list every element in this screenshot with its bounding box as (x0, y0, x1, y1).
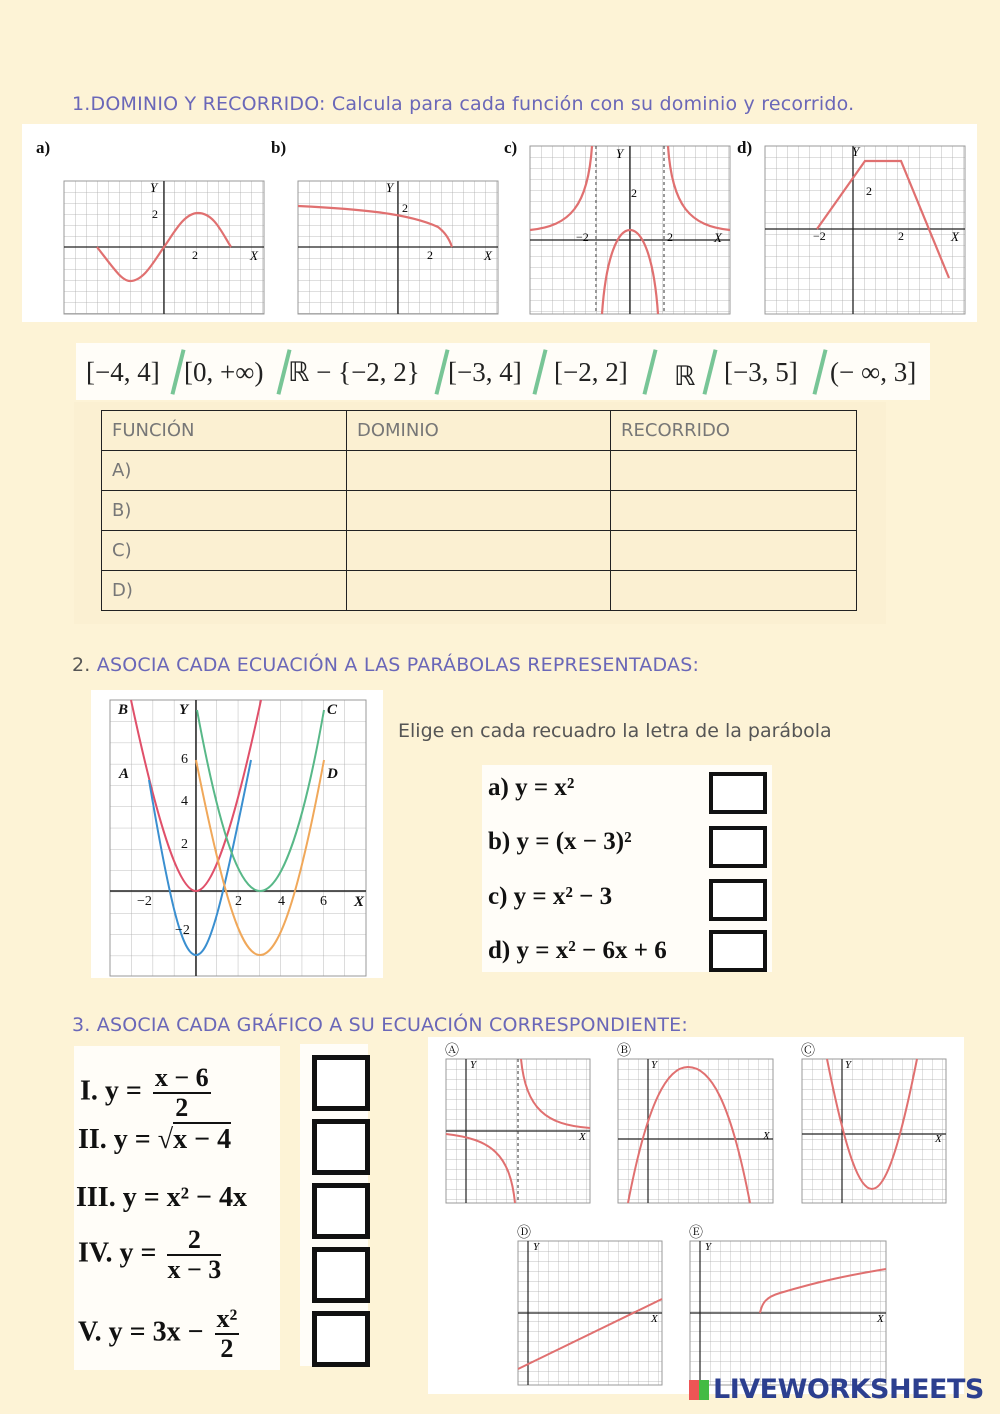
graph-a (64, 181, 264, 314)
answer-box-d[interactable] (709, 930, 767, 972)
graph-b (298, 181, 498, 314)
graph-d-tick-x: 2 (898, 229, 904, 243)
parabolas-x-tick: 4 (278, 894, 285, 909)
equation-iv (78, 1226, 221, 1284)
section3-title: 3. ASOCIA CADA GRÁFICO A SU ECUACIÓN CORRESPONDIENTE: (72, 1014, 688, 1036)
graph-3e-label: Ⓔ (689, 1225, 703, 1241)
curve-label-c: C (327, 702, 338, 718)
section2-title (72, 654, 699, 676)
table-header-row (102, 411, 857, 451)
answer-box-iii[interactable] (312, 1183, 370, 1239)
table-row-label: B) (102, 491, 347, 531)
equation-v-numerator: x² (216, 1304, 238, 1333)
graph-a-tick-x: 2 (192, 248, 198, 262)
graph-3d-label: Ⓓ (517, 1225, 531, 1241)
equation-c: c) y = x² − 3 (488, 883, 613, 910)
interval-option: [−3, 4] (448, 357, 522, 387)
graph-3c-label: Ⓒ (801, 1043, 815, 1059)
graph-b-x-axis-label: X (484, 248, 492, 263)
domain-answer-b[interactable] (347, 491, 611, 531)
equation-i-prefix: I. y = (80, 1075, 142, 1107)
graph-a-y-axis-label: Y (150, 180, 158, 195)
table-header: RECORRIDO (611, 411, 857, 451)
interval-option: [−4, 4] (86, 357, 160, 387)
table-header: FUNCIÓN (102, 411, 347, 451)
equation-iv-numerator: 2 (167, 1226, 221, 1256)
section3-graphs-panel (428, 1037, 964, 1394)
graph-3b (618, 1059, 773, 1203)
equation-b: b) y = (x − 3)² (488, 828, 632, 855)
graph-b-label: b) (271, 138, 287, 157)
graph-a-label: a) (36, 138, 51, 157)
table-header: DOMINIO (347, 411, 611, 451)
graph-c-tick-x-neg: −2 (576, 230, 589, 244)
graph-b-y-axis-label: Y (386, 180, 394, 195)
parabolas-x-tick: 6 (320, 894, 327, 909)
graph-d-tick-y: 2 (866, 184, 872, 198)
section1-graphs-svg (22, 124, 977, 322)
graph-c-tick-y: 2 (631, 186, 637, 200)
graph-a-tick-y: 2 (152, 207, 158, 221)
equation-iv-prefix: IV. y = (78, 1237, 157, 1269)
parabolas-y-tick: −2 (175, 923, 190, 938)
answer-box-iv[interactable] (312, 1247, 370, 1303)
answer-box-b[interactable] (709, 826, 767, 868)
graph-3a-label: Ⓐ (445, 1043, 459, 1059)
graph-3b-y-axis-label: Y (651, 1059, 658, 1071)
interval-option: [0, +∞) (184, 357, 264, 387)
parabolas-y-tick: 4 (181, 794, 188, 809)
equation-ii: II. y = √x − 4 (78, 1124, 232, 1155)
equation-v-prefix: V. y = 3x − (78, 1316, 204, 1348)
graph-d (765, 146, 965, 314)
curve-label-b: B (118, 702, 129, 718)
equation-iv-denominator: x − 3 (167, 1255, 222, 1284)
range-answer-b[interactable] (611, 491, 857, 531)
interval-option: (− ∞, 3] (830, 357, 917, 387)
equation-i (80, 1064, 211, 1122)
graph-b-tick-x: 2 (427, 248, 433, 262)
range-answer-a[interactable] (611, 451, 857, 491)
separator (702, 349, 717, 395)
parabolas-y-tick: 2 (181, 837, 188, 852)
section2-title-number: 2. (72, 654, 97, 676)
interval-options (76, 343, 930, 400)
graph-3a-y-axis-label: Y (470, 1059, 477, 1071)
parabolas-panel (91, 690, 383, 978)
answer-box-v[interactable] (312, 1311, 370, 1367)
section2-instruction: Elige en cada recuadro la letra de la parábola (398, 720, 832, 742)
graph-3a-x-axis-label: X (579, 1131, 586, 1143)
table-row (102, 491, 857, 531)
domain-range-table (101, 410, 857, 611)
graph-c (530, 146, 730, 314)
graph-3e-x-axis-label: X (877, 1313, 884, 1325)
graph-3d-x-axis-label: X (651, 1313, 658, 1325)
parabolas-y-tick: 6 (181, 752, 188, 767)
liveworksheets-logo (689, 1374, 984, 1405)
parabolas-x-tick: 2 (235, 894, 242, 909)
interval-option: [−2, 2] (554, 357, 628, 387)
equation-ii-radicand: x − 4 (173, 1124, 232, 1155)
equation-i-numerator: x − 6 (154, 1063, 209, 1092)
graph-c-tick-x: 2 (667, 230, 673, 244)
table-row (102, 571, 857, 611)
parabolas-svg (91, 690, 383, 978)
interval-option: ℝ (674, 361, 696, 391)
graph-3d-y-axis-label: Y (533, 1241, 540, 1253)
graph-d-label: d) (737, 138, 753, 157)
graph-c-x-axis-label: X (714, 230, 722, 245)
graph-3d (518, 1241, 662, 1385)
graph-3b-label: Ⓑ (617, 1043, 631, 1059)
graph-d-tick-x-neg: −2 (813, 229, 826, 243)
table-row (102, 531, 857, 571)
curve-label-a: A (119, 766, 130, 782)
table-row-label: A) (102, 451, 347, 491)
equation-iii: III. y = x² − 4x (76, 1182, 247, 1213)
liveworksheets-icon (689, 1380, 709, 1400)
graph-3e (690, 1241, 886, 1385)
parabolas-y-axis-label: Y (179, 702, 189, 718)
graph-a-x-axis-label: X (250, 248, 258, 263)
graph-d-y-axis-label: Y (852, 144, 860, 159)
parabolas-x-axis-label: X (354, 894, 365, 910)
interval-option: [−3, 5] (724, 357, 798, 387)
graph-c-y-axis-label: Y (616, 146, 624, 161)
graph-3b-x-axis-label: X (763, 1130, 770, 1142)
equation-i-denominator: 2 (175, 1093, 189, 1122)
graph-3c-x-axis-label: X (935, 1133, 942, 1145)
equation-ii-prefix: II. y = (78, 1124, 151, 1155)
brand-name: LIVEWORKSHEETS (713, 1374, 984, 1405)
range-answer-c[interactable] (611, 531, 857, 571)
table-row-label: D) (102, 571, 347, 611)
table-row-label: C) (102, 531, 347, 571)
graph-3c (802, 1059, 946, 1203)
graph-c-label: c) (504, 138, 518, 157)
answer-box-i[interactable] (312, 1055, 370, 1111)
equation-d: d) y = x² − 6x + 6 (488, 937, 667, 964)
graph-b-tick-y: 2 (402, 201, 408, 215)
equation-a: a) y = x² (488, 774, 575, 801)
parabolas-x-tick: −2 (137, 894, 152, 909)
graph-3c-y-axis-label: Y (845, 1059, 852, 1071)
separator (812, 349, 827, 395)
answer-box-ii[interactable] (312, 1119, 370, 1175)
section2-title-text: ASOCIA CADA ECUACIÓN A LAS PARÁBOLAS REPRESENTADAS: (96, 654, 700, 676)
domain-answer-c[interactable] (347, 531, 611, 571)
interval-option: ℝ − {−2, 2} (288, 357, 420, 387)
graph-d-x-axis-label: X (951, 229, 959, 244)
answer-box-a[interactable] (709, 772, 767, 814)
domain-answer-d[interactable] (347, 571, 611, 611)
separator (642, 349, 657, 395)
domain-answer-a[interactable] (347, 451, 611, 491)
separator (532, 349, 547, 395)
table-row (102, 451, 857, 491)
graph-3a (446, 1059, 590, 1203)
section1-title: 1.DOMINIO Y RECORRIDO: Calcula para cada función con su dominio y recorrido. (72, 93, 855, 115)
graph-3e-y-axis-label: Y (705, 1241, 712, 1253)
section1-graphs-panel (22, 124, 977, 322)
range-answer-d[interactable] (611, 571, 857, 611)
section3-graphs-svg (428, 1037, 964, 1394)
curve-label-d: D (327, 766, 338, 782)
answer-box-c[interactable] (709, 879, 767, 921)
equation-v (78, 1305, 239, 1363)
equation-v-denominator: 2 (220, 1334, 234, 1363)
